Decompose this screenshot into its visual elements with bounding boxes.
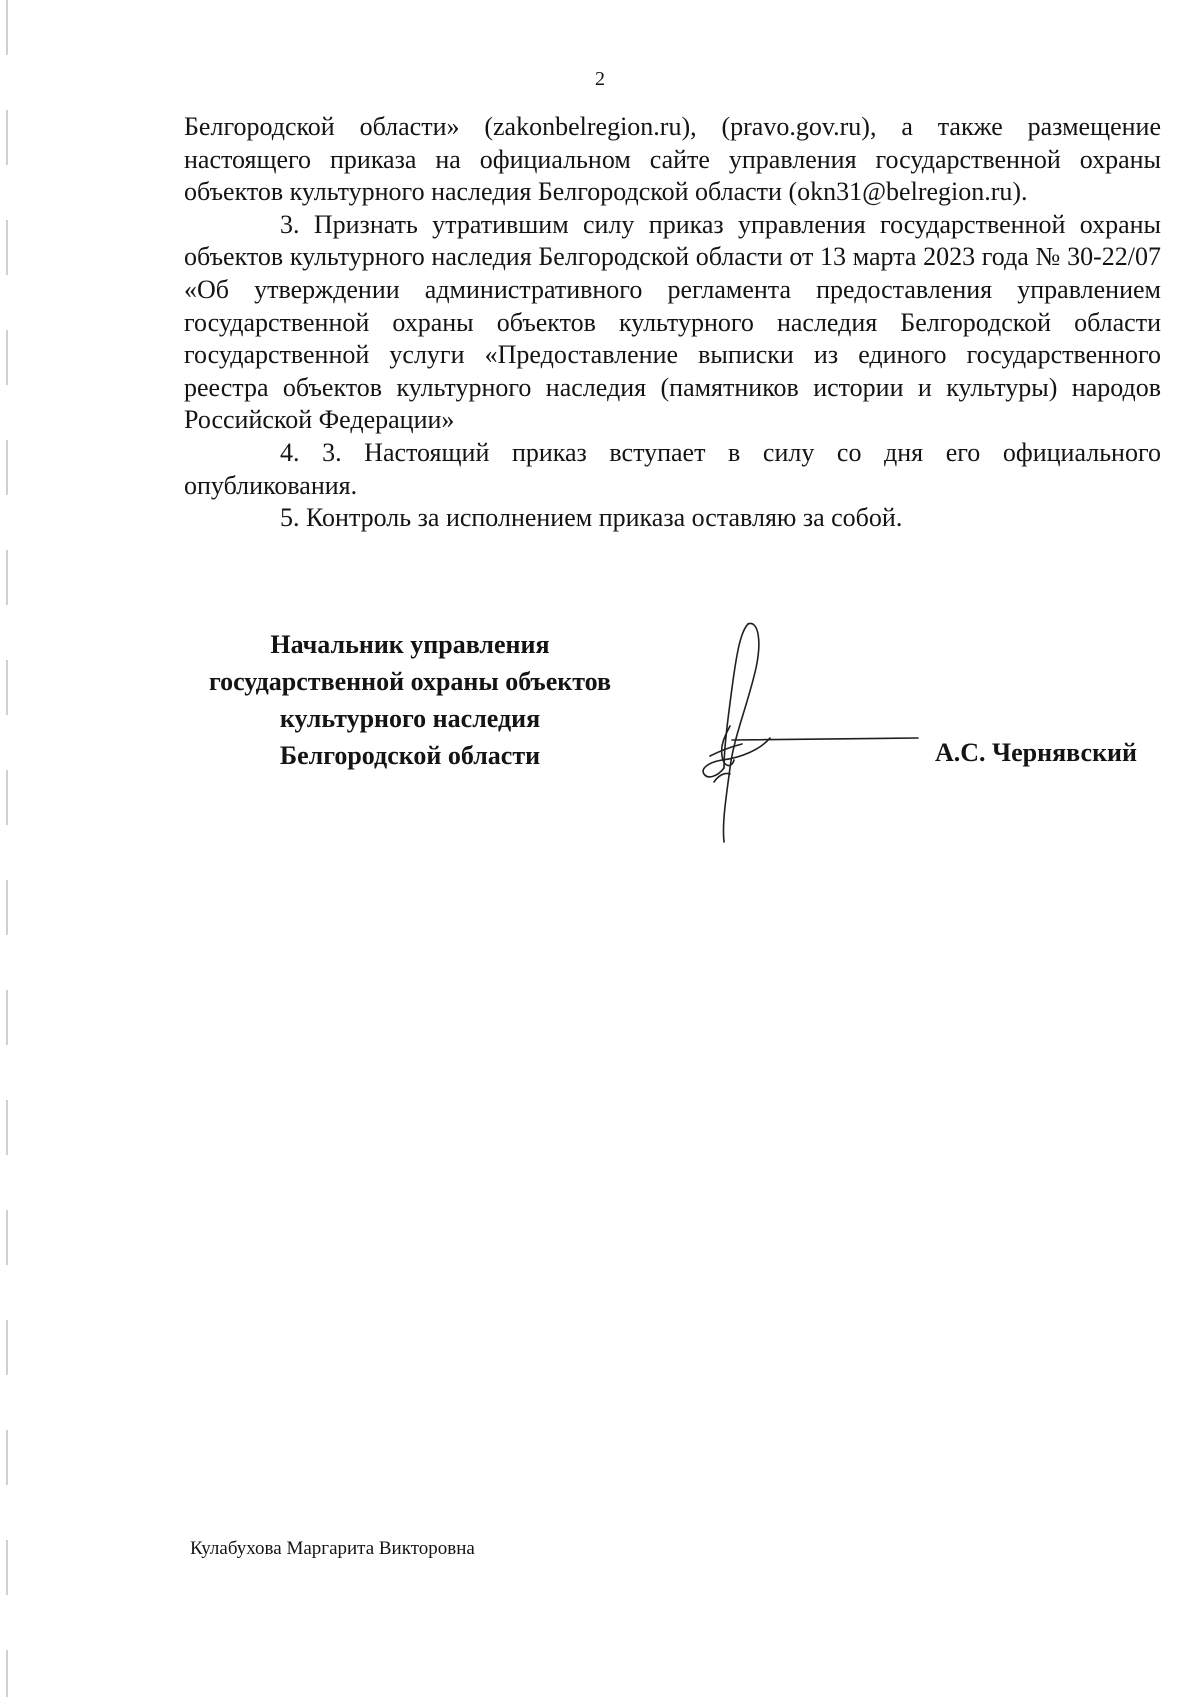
scan-edge-artifact	[6, 0, 8, 1697]
paragraph-item-4: 4. 3. Настоящий приказ вступает в силу со дня его официального опубликования.	[184, 437, 1161, 500]
document-body	[184, 111, 1161, 535]
executor-name: Кулабухова Маргарита Викторовна	[190, 1538, 475, 1559]
paragraph-item-5: 5. Контроль за исполнением приказа оставляю за собой.	[280, 503, 903, 533]
paragraph-item-3: 3. Признать утратившим силу приказ управления государственной охраны объектов культурного наследия Белгородской области от 13 марта 2023 года № 30-22/07 «Об утверждении административного регламента предоставления управлением государственной охраны объектов культурного наследия Белгородской области государственной услуги «Предоставление выписки из единого государственного реестра объектов культурного наследия (памятников истории и культуры) народов Российской Федерации»	[184, 209, 1161, 435]
page-number: 2	[595, 68, 605, 90]
position-line: государственной охраны объектов	[208, 667, 612, 696]
position-line: культурного наследия	[279, 704, 541, 733]
position-line: Белгородской области	[279, 741, 541, 770]
signatory-name: А.С. Чернявский	[935, 738, 1138, 767]
paragraph-continuation: Белгородской области» (zakonbelregion.ru), (pravo.gov.ru), а также размещение настоящего приказа на официальном сайте управления государственной охраны объектов культурного наследия Белгородской области (okn31@belregion.ru).	[184, 112, 1161, 207]
signatory-position	[170, 626, 650, 774]
handwritten-signature	[700, 618, 920, 848]
position-line: Начальник управления	[270, 630, 550, 659]
